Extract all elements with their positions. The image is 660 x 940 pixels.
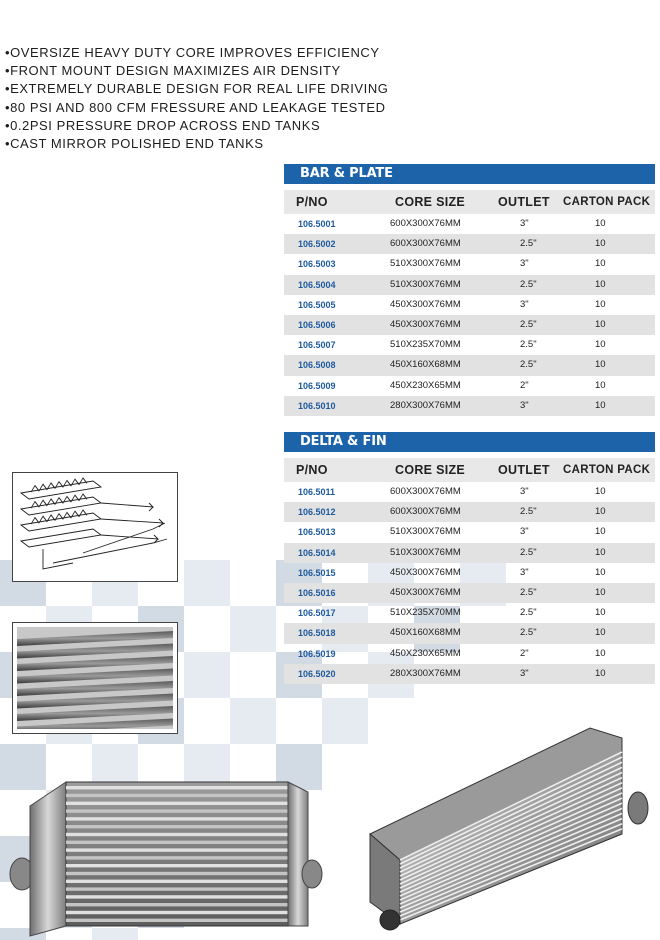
cell-carton-pack: 10 bbox=[595, 627, 606, 639]
cell-pno: 106.5003 bbox=[298, 259, 336, 270]
cell-outlet: 2.5" bbox=[520, 546, 537, 558]
cell-pno: 106.5012 bbox=[298, 507, 336, 518]
cell-pno: 106.5006 bbox=[298, 319, 336, 330]
cell-pno: 106.5015 bbox=[298, 567, 336, 578]
table-row bbox=[284, 396, 655, 416]
cell-outlet: 2.5" bbox=[520, 318, 537, 330]
table-row bbox=[284, 355, 655, 375]
cell-outlet: 3" bbox=[520, 258, 529, 270]
cell-carton-pack: 10 bbox=[595, 379, 606, 391]
header-core-size: CORE SIZE bbox=[395, 463, 466, 477]
cell-carton-pack: 10 bbox=[595, 667, 606, 679]
delta-fin-rows bbox=[284, 482, 655, 684]
cell-pno: 106.5004 bbox=[298, 279, 336, 290]
feature-item: • CAST MIRROR POLISHED END TANKS bbox=[5, 135, 388, 153]
feature-item: • EXTREMELY DURABLE DESIGN FOR REAL LIFE DRIVING bbox=[5, 80, 388, 98]
delta-fin-table bbox=[284, 458, 655, 684]
cell-core-size: 510X300X76MM bbox=[390, 258, 461, 270]
cell-carton-pack: 10 bbox=[595, 526, 606, 538]
feature-list bbox=[5, 44, 388, 153]
cell-carton-pack: 10 bbox=[595, 238, 606, 250]
cell-carton-pack: 10 bbox=[595, 486, 606, 497]
table-row bbox=[284, 543, 655, 563]
cell-pno: 106.5011 bbox=[298, 487, 336, 497]
cell-outlet: 3" bbox=[520, 218, 529, 229]
table-row bbox=[284, 563, 655, 583]
cell-pno: 106.5009 bbox=[298, 380, 336, 391]
cell-outlet: 3" bbox=[520, 667, 529, 679]
cell-core-size: 280X300X76MM bbox=[390, 667, 461, 679]
cell-outlet: 2.5" bbox=[520, 506, 537, 518]
cell-carton-pack: 10 bbox=[595, 359, 606, 371]
intercooler-angled-view bbox=[360, 724, 660, 938]
checker-square bbox=[184, 560, 230, 606]
cell-pno: 106.5005 bbox=[298, 299, 336, 310]
cell-core-size: 600X300X76MM bbox=[390, 486, 461, 497]
checker-square bbox=[230, 606, 276, 652]
table-row bbox=[284, 644, 655, 664]
intercooler-front-view bbox=[8, 776, 328, 938]
cell-core-size: 450X300X76MM bbox=[390, 298, 461, 310]
cell-carton-pack: 10 bbox=[595, 318, 606, 330]
cell-carton-pack: 10 bbox=[595, 218, 606, 229]
delta-fin-core-diagram bbox=[12, 472, 178, 582]
table-row bbox=[284, 234, 655, 254]
cell-outlet: 3" bbox=[520, 399, 529, 411]
cell-core-size: 600X300X76MM bbox=[390, 506, 461, 518]
cell-core-size: 510X300X76MM bbox=[390, 546, 461, 558]
table-row bbox=[284, 603, 655, 623]
header-outlet: OUTLET bbox=[498, 195, 550, 209]
cell-pno: 106.5002 bbox=[298, 239, 336, 250]
cell-outlet: 2.5" bbox=[520, 339, 537, 351]
table-row bbox=[284, 623, 655, 643]
cell-core-size: 280X300X76MM bbox=[390, 399, 461, 411]
cell-core-size: 450X230X65MM bbox=[390, 379, 461, 391]
cell-outlet: 2.5" bbox=[520, 278, 537, 290]
cell-carton-pack: 10 bbox=[595, 298, 606, 310]
cell-outlet: 2.5" bbox=[520, 359, 537, 371]
cell-outlet: 2.5" bbox=[520, 238, 537, 250]
table-row bbox=[284, 275, 655, 295]
cell-core-size: 450X160X68MM bbox=[390, 359, 461, 371]
cell-pno: 106.5010 bbox=[298, 400, 336, 411]
cell-pno: 106.5008 bbox=[298, 360, 336, 371]
cell-pno: 106.5016 bbox=[298, 587, 336, 598]
table-row bbox=[284, 482, 655, 502]
cell-carton-pack: 10 bbox=[595, 506, 606, 518]
checker-square bbox=[230, 698, 276, 744]
cell-outlet: 2.5" bbox=[520, 586, 537, 598]
cell-core-size: 510X300X76MM bbox=[390, 278, 461, 290]
cell-pno: 106.5019 bbox=[298, 648, 336, 659]
cell-carton-pack: 10 bbox=[595, 546, 606, 558]
cell-core-size: 600X300X76MM bbox=[390, 238, 461, 250]
table-row bbox=[284, 502, 655, 522]
cell-outlet: 2" bbox=[520, 379, 529, 391]
feature-item: • FRONT MOUNT DESIGN MAXIMIZES AIR DENSITY bbox=[5, 62, 388, 80]
table-row bbox=[284, 295, 655, 315]
table-row bbox=[284, 315, 655, 335]
cell-core-size: 450X300X76MM bbox=[390, 566, 461, 578]
cell-pno: 106.5001 bbox=[298, 219, 336, 229]
cell-outlet: 3" bbox=[520, 298, 529, 310]
cell-carton-pack: 10 bbox=[595, 647, 606, 659]
cell-outlet: 2" bbox=[520, 647, 529, 659]
table-row bbox=[284, 254, 655, 274]
cell-pno: 106.5020 bbox=[298, 668, 336, 679]
header-carton-pack: CARTON PACK bbox=[563, 464, 651, 476]
cell-outlet: 3" bbox=[520, 566, 529, 578]
cell-pno: 106.5014 bbox=[298, 547, 336, 558]
cell-core-size: 450X300X76MM bbox=[390, 318, 461, 330]
table-row bbox=[284, 376, 655, 396]
cell-core-size: 510X235X70MM bbox=[390, 607, 461, 619]
delta-fin-title: DELTA & FIN bbox=[284, 432, 655, 452]
cell-core-size: 450X230X65MM bbox=[390, 647, 461, 659]
header-outlet: OUTLET bbox=[498, 463, 550, 477]
cell-core-size: 510X235X70MM bbox=[390, 339, 461, 351]
table-header bbox=[284, 190, 655, 214]
cell-carton-pack: 10 bbox=[595, 607, 606, 619]
cell-core-size: 600X300X76MM bbox=[390, 218, 461, 229]
cell-outlet: 2.5" bbox=[520, 627, 537, 639]
bar-plate-title: BAR & PLATE bbox=[284, 164, 655, 184]
cell-pno: 106.5013 bbox=[298, 527, 336, 538]
cell-core-size: 450X160X68MM bbox=[390, 627, 461, 639]
header-pno: P/NO bbox=[296, 463, 328, 477]
cell-core-size: 450X300X76MM bbox=[390, 586, 461, 598]
header-core-size: CORE SIZE bbox=[395, 195, 466, 209]
table-row bbox=[284, 583, 655, 603]
bar-plate-core-closeup bbox=[12, 622, 178, 734]
table-row bbox=[284, 664, 655, 684]
bar-plate-table bbox=[284, 190, 655, 416]
header-carton-pack: CARTON PACK bbox=[563, 196, 651, 208]
cell-carton-pack: 10 bbox=[595, 399, 606, 411]
bar-plate-rows bbox=[284, 214, 655, 416]
cell-carton-pack: 10 bbox=[595, 278, 606, 290]
cell-carton-pack: 10 bbox=[595, 258, 606, 270]
cell-carton-pack: 10 bbox=[595, 566, 606, 578]
cell-pno: 106.5017 bbox=[298, 608, 336, 619]
table-row bbox=[284, 335, 655, 355]
cell-pno: 106.5007 bbox=[298, 340, 336, 351]
table-row bbox=[284, 522, 655, 542]
feature-item: • OVERSIZE HEAVY DUTY CORE IMPROVES EFFICIENCY bbox=[5, 44, 388, 62]
table-header bbox=[284, 458, 655, 482]
cell-outlet: 3" bbox=[520, 486, 529, 497]
feature-item: • 0.2PSI PRESSURE DROP ACROSS END TANKS bbox=[5, 117, 388, 135]
cell-carton-pack: 10 bbox=[595, 586, 606, 598]
checker-square bbox=[184, 652, 230, 698]
cell-pno: 106.5018 bbox=[298, 628, 336, 639]
cell-carton-pack: 10 bbox=[595, 339, 606, 351]
cell-outlet: 3" bbox=[520, 526, 529, 538]
cell-core-size: 510X300X76MM bbox=[390, 526, 461, 538]
cell-outlet: 2.5" bbox=[520, 607, 537, 619]
header-pno: P/NO bbox=[296, 195, 328, 209]
table-row bbox=[284, 214, 655, 234]
feature-item: • 80 PSI AND 800 CFM FRESSURE AND LEAKAGE TESTED bbox=[5, 99, 388, 117]
